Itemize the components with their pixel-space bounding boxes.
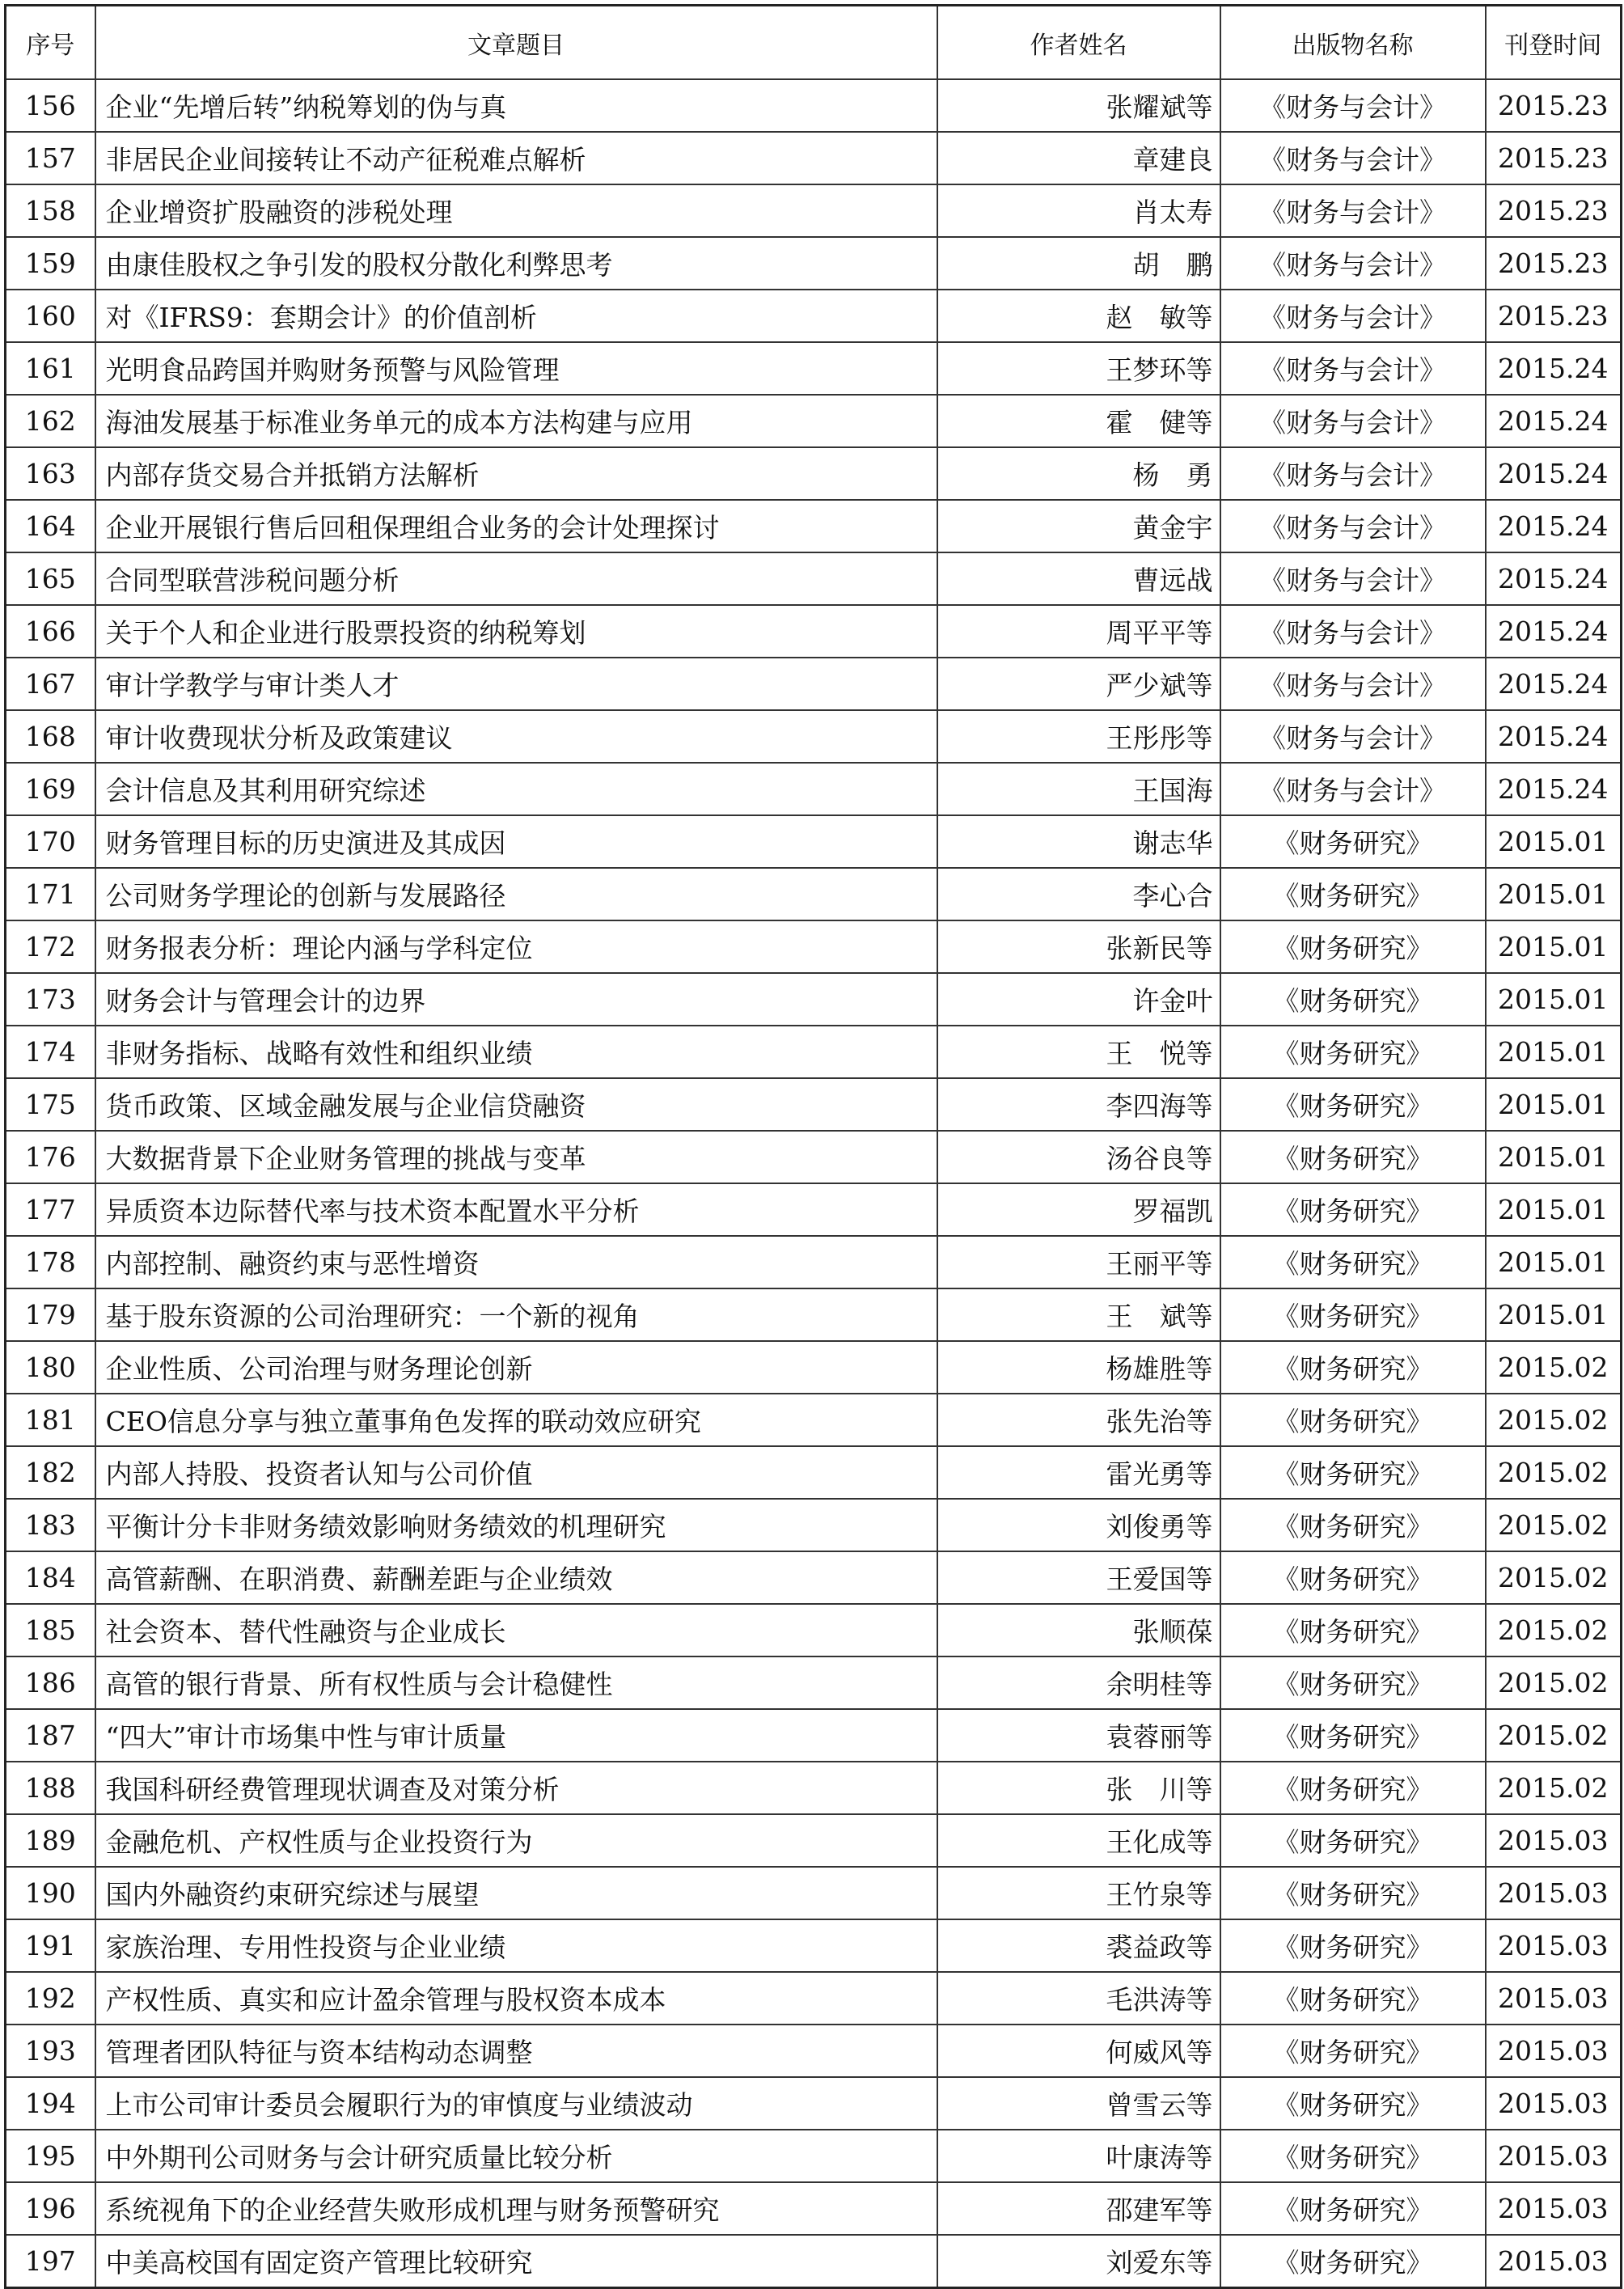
article-title-cell: 由康佳股权之争引发的股权分散化利弊思考 (95, 237, 937, 290)
publication-name-cell: 《财务研究》 (1220, 1131, 1486, 1183)
author-name-cell: 王梦环等 (937, 342, 1220, 395)
publication-name-cell: 《财务与会计》 (1220, 658, 1486, 710)
author-name-cell: 严少斌等 (937, 658, 1220, 710)
serial-number-cell: 176 (6, 1131, 95, 1183)
author-name-cell: 张先治等 (937, 1394, 1220, 1446)
publish-date-cell: 2015.02 (1486, 1656, 1622, 1709)
author-name-cell: 袁蓉丽等 (937, 1709, 1220, 1762)
serial-number-cell: 195 (6, 2130, 95, 2182)
article-title-cell: 异质资本边际替代率与技术资本配置水平分析 (95, 1183, 937, 1236)
publish-date-cell: 2015.01 (1486, 1026, 1622, 1078)
author-name-cell: 谢志华 (937, 815, 1220, 868)
article-title-cell: 财务管理目标的历史演进及其成因 (95, 815, 937, 868)
table-row (6, 1709, 1622, 1762)
publish-date-cell: 2015.02 (1486, 1341, 1622, 1394)
publish-date-cell: 2015.03 (1486, 2130, 1622, 2182)
table-header (6, 6, 1622, 80)
serial-number-cell: 189 (6, 1814, 95, 1867)
serial-number-cell: 165 (6, 552, 95, 605)
publication-name-cell: 《财务研究》 (1220, 1762, 1486, 1814)
publication-name-cell: 《财务与会计》 (1220, 552, 1486, 605)
publish-date-cell: 2015.23 (1486, 79, 1622, 132)
serial-number-cell: 158 (6, 184, 95, 237)
publish-date-cell: 2015.03 (1486, 2182, 1622, 2235)
table-row (6, 79, 1622, 132)
table-row (6, 1762, 1622, 1814)
serial-number-cell: 175 (6, 1078, 95, 1131)
publish-date-cell: 2015.03 (1486, 2025, 1622, 2077)
author-name-cell: 李心合 (937, 868, 1220, 920)
table-row (6, 973, 1622, 1026)
table-row (6, 1236, 1622, 1288)
publish-date-cell: 2015.01 (1486, 1131, 1622, 1183)
article-title-cell: 内部控制、融资约束与恶性增资 (95, 1236, 937, 1288)
article-title-cell: 产权性质、真实和应计盈余管理与股权资本成本 (95, 1972, 937, 2025)
author-name-cell: 刘俊勇等 (937, 1499, 1220, 1551)
article-title-cell: 我国科研经费管理现状调查及对策分析 (95, 1762, 937, 1814)
article-title-cell: 内部存货交易合并抵销方法解析 (95, 447, 937, 500)
serial-number-cell: 181 (6, 1394, 95, 1446)
author-name-cell: 王 悦等 (937, 1026, 1220, 1078)
article-title-cell: 货币政策、区域金融发展与企业信贷融资 (95, 1078, 937, 1131)
table-body (6, 79, 1622, 2287)
article-title-cell: 财务报表分析：理论内涵与学科定位 (95, 920, 937, 973)
author-name-cell: 张耀斌等 (937, 79, 1220, 132)
article-list-table (4, 4, 1622, 2289)
publication-name-cell: 《财务研究》 (1220, 1551, 1486, 1604)
article-title-cell: “四大”审计市场集中性与审计质量 (95, 1709, 937, 1762)
article-title-cell: 管理者团队特征与资本结构动态调整 (95, 2025, 937, 2077)
article-title-cell: 内部人持股、投资者认知与公司价值 (95, 1446, 937, 1499)
author-name-cell: 章建良 (937, 132, 1220, 184)
serial-number-cell: 160 (6, 290, 95, 342)
serial-number-cell: 188 (6, 1762, 95, 1814)
table-row (6, 710, 1622, 763)
publication-name-cell: 《财务与会计》 (1220, 605, 1486, 658)
publication-name-cell: 《财务研究》 (1220, 868, 1486, 920)
publication-name-cell: 《财务研究》 (1220, 1078, 1486, 1131)
publication-name-cell: 《财务研究》 (1220, 1604, 1486, 1656)
author-name-cell: 胡 鹏 (937, 237, 1220, 290)
article-title-cell: 平衡计分卡非财务绩效影响财务绩效的机理研究 (95, 1499, 937, 1551)
publication-name-cell: 《财务研究》 (1220, 2077, 1486, 2130)
publish-date-cell: 2015.03 (1486, 1867, 1622, 1919)
publication-name-cell: 《财务研究》 (1220, 2182, 1486, 2235)
publish-date-cell: 2015.03 (1486, 2077, 1622, 2130)
table-row (6, 1814, 1622, 1867)
publication-name-cell: 《财务研究》 (1220, 2130, 1486, 2182)
article-title-cell: 非居民企业间接转让不动产征税难点解析 (95, 132, 937, 184)
publish-date-cell: 2015.01 (1486, 973, 1622, 1026)
author-name-cell: 王国海 (937, 763, 1220, 815)
author-name-cell: 周平平等 (937, 605, 1220, 658)
author-name-cell: 许金叶 (937, 973, 1220, 1026)
table-row (6, 1078, 1622, 1131)
serial-number-cell: 186 (6, 1656, 95, 1709)
serial-number-cell: 162 (6, 395, 95, 447)
table-row (6, 1656, 1622, 1709)
publication-name-cell: 《财务与会计》 (1220, 447, 1486, 500)
publication-name-cell: 《财务研究》 (1220, 1026, 1486, 1078)
publication-name-cell: 《财务与会计》 (1220, 710, 1486, 763)
author-name-cell: 王彤彤等 (937, 710, 1220, 763)
article-title-cell: 上市公司审计委员会履职行为的审慎度与业绩波动 (95, 2077, 937, 2130)
table-row (6, 552, 1622, 605)
author-name-cell: 肖太寿 (937, 184, 1220, 237)
serial-number-cell: 190 (6, 1867, 95, 1919)
publication-name-cell: 《财务研究》 (1220, 2235, 1486, 2287)
author-name-cell: 黄金宇 (937, 500, 1220, 552)
table-row (6, 447, 1622, 500)
publish-date-cell: 2015.24 (1486, 605, 1622, 658)
publication-name-cell: 《财务研究》 (1220, 1288, 1486, 1341)
table-row (6, 815, 1622, 868)
header-article-title: 文章题目 (95, 6, 937, 80)
author-name-cell: 赵 敏等 (937, 290, 1220, 342)
publish-date-cell: 2015.03 (1486, 1919, 1622, 1972)
serial-number-cell: 185 (6, 1604, 95, 1656)
serial-number-cell: 179 (6, 1288, 95, 1341)
author-name-cell: 王 斌等 (937, 1288, 1220, 1341)
article-title-cell: 大数据背景下企业财务管理的挑战与变革 (95, 1131, 937, 1183)
publish-date-cell: 2015.01 (1486, 1288, 1622, 1341)
article-title-cell: 对《IFRS9：套期会计》的价值剖析 (95, 290, 937, 342)
author-name-cell: 刘爱东等 (937, 2235, 1220, 2287)
table-row (6, 920, 1622, 973)
serial-number-cell: 197 (6, 2235, 95, 2287)
publish-date-cell: 2015.01 (1486, 1236, 1622, 1288)
author-name-cell: 曾雪云等 (937, 2077, 1220, 2130)
publication-name-cell: 《财务与会计》 (1220, 237, 1486, 290)
table-row (6, 184, 1622, 237)
author-name-cell: 王化成等 (937, 1814, 1220, 1867)
publish-date-cell: 2015.23 (1486, 132, 1622, 184)
serial-number-cell: 191 (6, 1919, 95, 1972)
publication-name-cell: 《财务研究》 (1220, 973, 1486, 1026)
table-row (6, 342, 1622, 395)
table-row (6, 1499, 1622, 1551)
article-title-cell: 财务会计与管理会计的边界 (95, 973, 937, 1026)
publish-date-cell: 2015.24 (1486, 500, 1622, 552)
publish-date-cell: 2015.01 (1486, 920, 1622, 973)
article-title-cell: 国内外融资约束研究综述与展望 (95, 1867, 937, 1919)
serial-number-cell: 161 (6, 342, 95, 395)
article-title-cell: 基于股东资源的公司治理研究：一个新的视角 (95, 1288, 937, 1341)
author-name-cell: 张顺葆 (937, 1604, 1220, 1656)
serial-number-cell: 182 (6, 1446, 95, 1499)
publish-date-cell: 2015.01 (1486, 1183, 1622, 1236)
table-row (6, 395, 1622, 447)
author-name-cell: 罗福凯 (937, 1183, 1220, 1236)
serial-number-cell: 183 (6, 1499, 95, 1551)
author-name-cell: 雷光勇等 (937, 1446, 1220, 1499)
publication-name-cell: 《财务研究》 (1220, 1341, 1486, 1394)
article-title-cell: 海油发展基于标准业务单元的成本方法构建与应用 (95, 395, 937, 447)
table-row (6, 1026, 1622, 1078)
publish-date-cell: 2015.02 (1486, 1709, 1622, 1762)
article-title-cell: 审计收费现状分析及政策建议 (95, 710, 937, 763)
publication-name-cell: 《财务与会计》 (1220, 395, 1486, 447)
serial-number-cell: 169 (6, 763, 95, 815)
author-name-cell: 王竹泉等 (937, 1867, 1220, 1919)
serial-number-cell: 164 (6, 500, 95, 552)
publish-date-cell: 2015.24 (1486, 447, 1622, 500)
table-row (6, 1394, 1622, 1446)
serial-number-cell: 173 (6, 973, 95, 1026)
article-title-cell: CEO信息分享与独立董事角色发挥的联动效应研究 (95, 1394, 937, 1446)
serial-number-cell: 196 (6, 2182, 95, 2235)
article-title-cell: 关于个人和企业进行股票投资的纳税筹划 (95, 605, 937, 658)
table-row (6, 605, 1622, 658)
article-title-cell: 合同型联营涉税问题分析 (95, 552, 937, 605)
article-title-cell: 中外期刊公司财务与会计研究质量比较分析 (95, 2130, 937, 2182)
serial-number-cell: 194 (6, 2077, 95, 2130)
publish-date-cell: 2015.24 (1486, 658, 1622, 710)
table-row (6, 132, 1622, 184)
article-title-cell: 系统视角下的企业经营失败形成机理与财务预警研究 (95, 2182, 937, 2235)
publication-name-cell: 《财务研究》 (1220, 1814, 1486, 1867)
table-row (6, 763, 1622, 815)
publish-date-cell: 2015.01 (1486, 815, 1622, 868)
publication-name-cell: 《财务与会计》 (1220, 132, 1486, 184)
serial-number-cell: 157 (6, 132, 95, 184)
publish-date-cell: 2015.02 (1486, 1394, 1622, 1446)
publication-name-cell: 《财务研究》 (1220, 815, 1486, 868)
publish-date-cell: 2015.24 (1486, 342, 1622, 395)
article-title-cell: 会计信息及其利用研究综述 (95, 763, 937, 815)
publish-date-cell: 2015.03 (1486, 2235, 1622, 2287)
publish-date-cell: 2015.03 (1486, 1972, 1622, 2025)
publish-date-cell: 2015.02 (1486, 1499, 1622, 1551)
article-title-cell: 企业“先增后转”纳税筹划的伪与真 (95, 79, 937, 132)
publication-name-cell: 《财务研究》 (1220, 1183, 1486, 1236)
serial-number-cell: 177 (6, 1183, 95, 1236)
article-title-cell: 金融危机、产权性质与企业投资行为 (95, 1814, 937, 1867)
author-name-cell: 王丽平等 (937, 1236, 1220, 1288)
serial-number-cell: 167 (6, 658, 95, 710)
table-row (6, 237, 1622, 290)
author-name-cell: 裘益政等 (937, 1919, 1220, 1972)
author-name-cell: 邵建军等 (937, 2182, 1220, 2235)
publication-name-cell: 《财务研究》 (1220, 1394, 1486, 1446)
serial-number-cell: 193 (6, 2025, 95, 2077)
author-name-cell: 杨雄胜等 (937, 1341, 1220, 1394)
serial-number-cell: 159 (6, 237, 95, 290)
article-title-cell: 家族治理、专用性投资与企业业绩 (95, 1919, 937, 1972)
publication-name-cell: 《财务与会计》 (1220, 763, 1486, 815)
article-title-cell: 企业性质、公司治理与财务理论创新 (95, 1341, 937, 1394)
header-publish-date: 刊登时间 (1486, 6, 1622, 80)
header-serial-number: 序号 (6, 6, 95, 80)
author-name-cell: 汤谷良等 (937, 1131, 1220, 1183)
article-title-cell: 社会资本、替代性融资与企业成长 (95, 1604, 937, 1656)
author-name-cell: 杨 勇 (937, 447, 1220, 500)
article-title-cell: 企业开展银行售后回租保理组合业务的会计处理探讨 (95, 500, 937, 552)
serial-number-cell: 174 (6, 1026, 95, 1078)
publish-date-cell: 2015.24 (1486, 395, 1622, 447)
publication-name-cell: 《财务研究》 (1220, 1867, 1486, 1919)
serial-number-cell: 184 (6, 1551, 95, 1604)
publish-date-cell: 2015.01 (1486, 868, 1622, 920)
publication-name-cell: 《财务研究》 (1220, 2025, 1486, 2077)
article-title-cell: 高管薪酬、在职消费、薪酬差距与企业绩效 (95, 1551, 937, 1604)
publication-name-cell: 《财务研究》 (1220, 1236, 1486, 1288)
author-name-cell: 霍 健等 (937, 395, 1220, 447)
publish-date-cell: 2015.24 (1486, 710, 1622, 763)
table-row (6, 2235, 1622, 2287)
table-row (6, 2130, 1622, 2182)
publish-date-cell: 2015.23 (1486, 184, 1622, 237)
publication-name-cell: 《财务研究》 (1220, 1499, 1486, 1551)
publication-name-cell: 《财务与会计》 (1220, 184, 1486, 237)
publication-name-cell: 《财务与会计》 (1220, 500, 1486, 552)
publication-name-cell: 《财务与会计》 (1220, 290, 1486, 342)
serial-number-cell: 192 (6, 1972, 95, 2025)
header-publication-name: 出版物名称 (1220, 6, 1486, 80)
publish-date-cell: 2015.02 (1486, 1551, 1622, 1604)
header-row (6, 6, 1622, 80)
publish-date-cell: 2015.02 (1486, 1762, 1622, 1814)
author-name-cell: 余明桂等 (937, 1656, 1220, 1709)
author-name-cell: 毛洪涛等 (937, 1972, 1220, 2025)
publication-name-cell: 《财务与会计》 (1220, 342, 1486, 395)
table-row (6, 1867, 1622, 1919)
serial-number-cell: 180 (6, 1341, 95, 1394)
publish-date-cell: 2015.24 (1486, 763, 1622, 815)
author-name-cell: 张 川等 (937, 1762, 1220, 1814)
serial-number-cell: 163 (6, 447, 95, 500)
table-row (6, 2182, 1622, 2235)
table-row (6, 1288, 1622, 1341)
table-row (6, 2077, 1622, 2130)
article-title-cell: 企业增资扩股融资的涉税处理 (95, 184, 937, 237)
table-row (6, 1919, 1622, 1972)
table-row (6, 1551, 1622, 1604)
serial-number-cell: 156 (6, 79, 95, 132)
article-title-cell: 公司财务学理论的创新与发展路径 (95, 868, 937, 920)
publish-date-cell: 2015.23 (1486, 290, 1622, 342)
author-name-cell: 李四海等 (937, 1078, 1220, 1131)
publication-name-cell: 《财务研究》 (1220, 1446, 1486, 1499)
serial-number-cell: 168 (6, 710, 95, 763)
publish-date-cell: 2015.01 (1486, 1078, 1622, 1131)
publish-date-cell: 2015.02 (1486, 1604, 1622, 1656)
serial-number-cell: 171 (6, 868, 95, 920)
serial-number-cell: 166 (6, 605, 95, 658)
publish-date-cell: 2015.23 (1486, 237, 1622, 290)
serial-number-cell: 172 (6, 920, 95, 973)
article-title-cell: 审计学教学与审计类人才 (95, 658, 937, 710)
publish-date-cell: 2015.02 (1486, 1446, 1622, 1499)
table-row (6, 1341, 1622, 1394)
serial-number-cell: 187 (6, 1709, 95, 1762)
article-title-cell: 光明食品跨国并购财务预警与风险管理 (95, 342, 937, 395)
publication-name-cell: 《财务研究》 (1220, 1972, 1486, 2025)
publish-date-cell: 2015.03 (1486, 1814, 1622, 1867)
table-row (6, 1604, 1622, 1656)
table-row (6, 2025, 1622, 2077)
table-row (6, 1972, 1622, 2025)
publication-name-cell: 《财务研究》 (1220, 920, 1486, 973)
serial-number-cell: 178 (6, 1236, 95, 1288)
header-author-name: 作者姓名 (937, 6, 1220, 80)
table-row (6, 1131, 1622, 1183)
author-name-cell: 张新民等 (937, 920, 1220, 973)
publication-name-cell: 《财务与会计》 (1220, 79, 1486, 132)
table-row (6, 868, 1622, 920)
article-title-cell: 非财务指标、战略有效性和组织业绩 (95, 1026, 937, 1078)
publication-name-cell: 《财务研究》 (1220, 1919, 1486, 1972)
table-row (6, 290, 1622, 342)
article-title-cell: 中美高校国有固定资产管理比较研究 (95, 2235, 937, 2287)
serial-number-cell: 170 (6, 815, 95, 868)
table-row (6, 1446, 1622, 1499)
table-row (6, 1183, 1622, 1236)
table-row (6, 658, 1622, 710)
author-name-cell: 曹远战 (937, 552, 1220, 605)
author-name-cell: 叶康涛等 (937, 2130, 1220, 2182)
author-name-cell: 何威风等 (937, 2025, 1220, 2077)
author-name-cell: 王爱国等 (937, 1551, 1220, 1604)
article-title-cell: 高管的银行背景、所有权性质与会计稳健性 (95, 1656, 937, 1709)
publication-name-cell: 《财务研究》 (1220, 1709, 1486, 1762)
publication-name-cell: 《财务研究》 (1220, 1656, 1486, 1709)
table-row (6, 500, 1622, 552)
publish-date-cell: 2015.24 (1486, 552, 1622, 605)
